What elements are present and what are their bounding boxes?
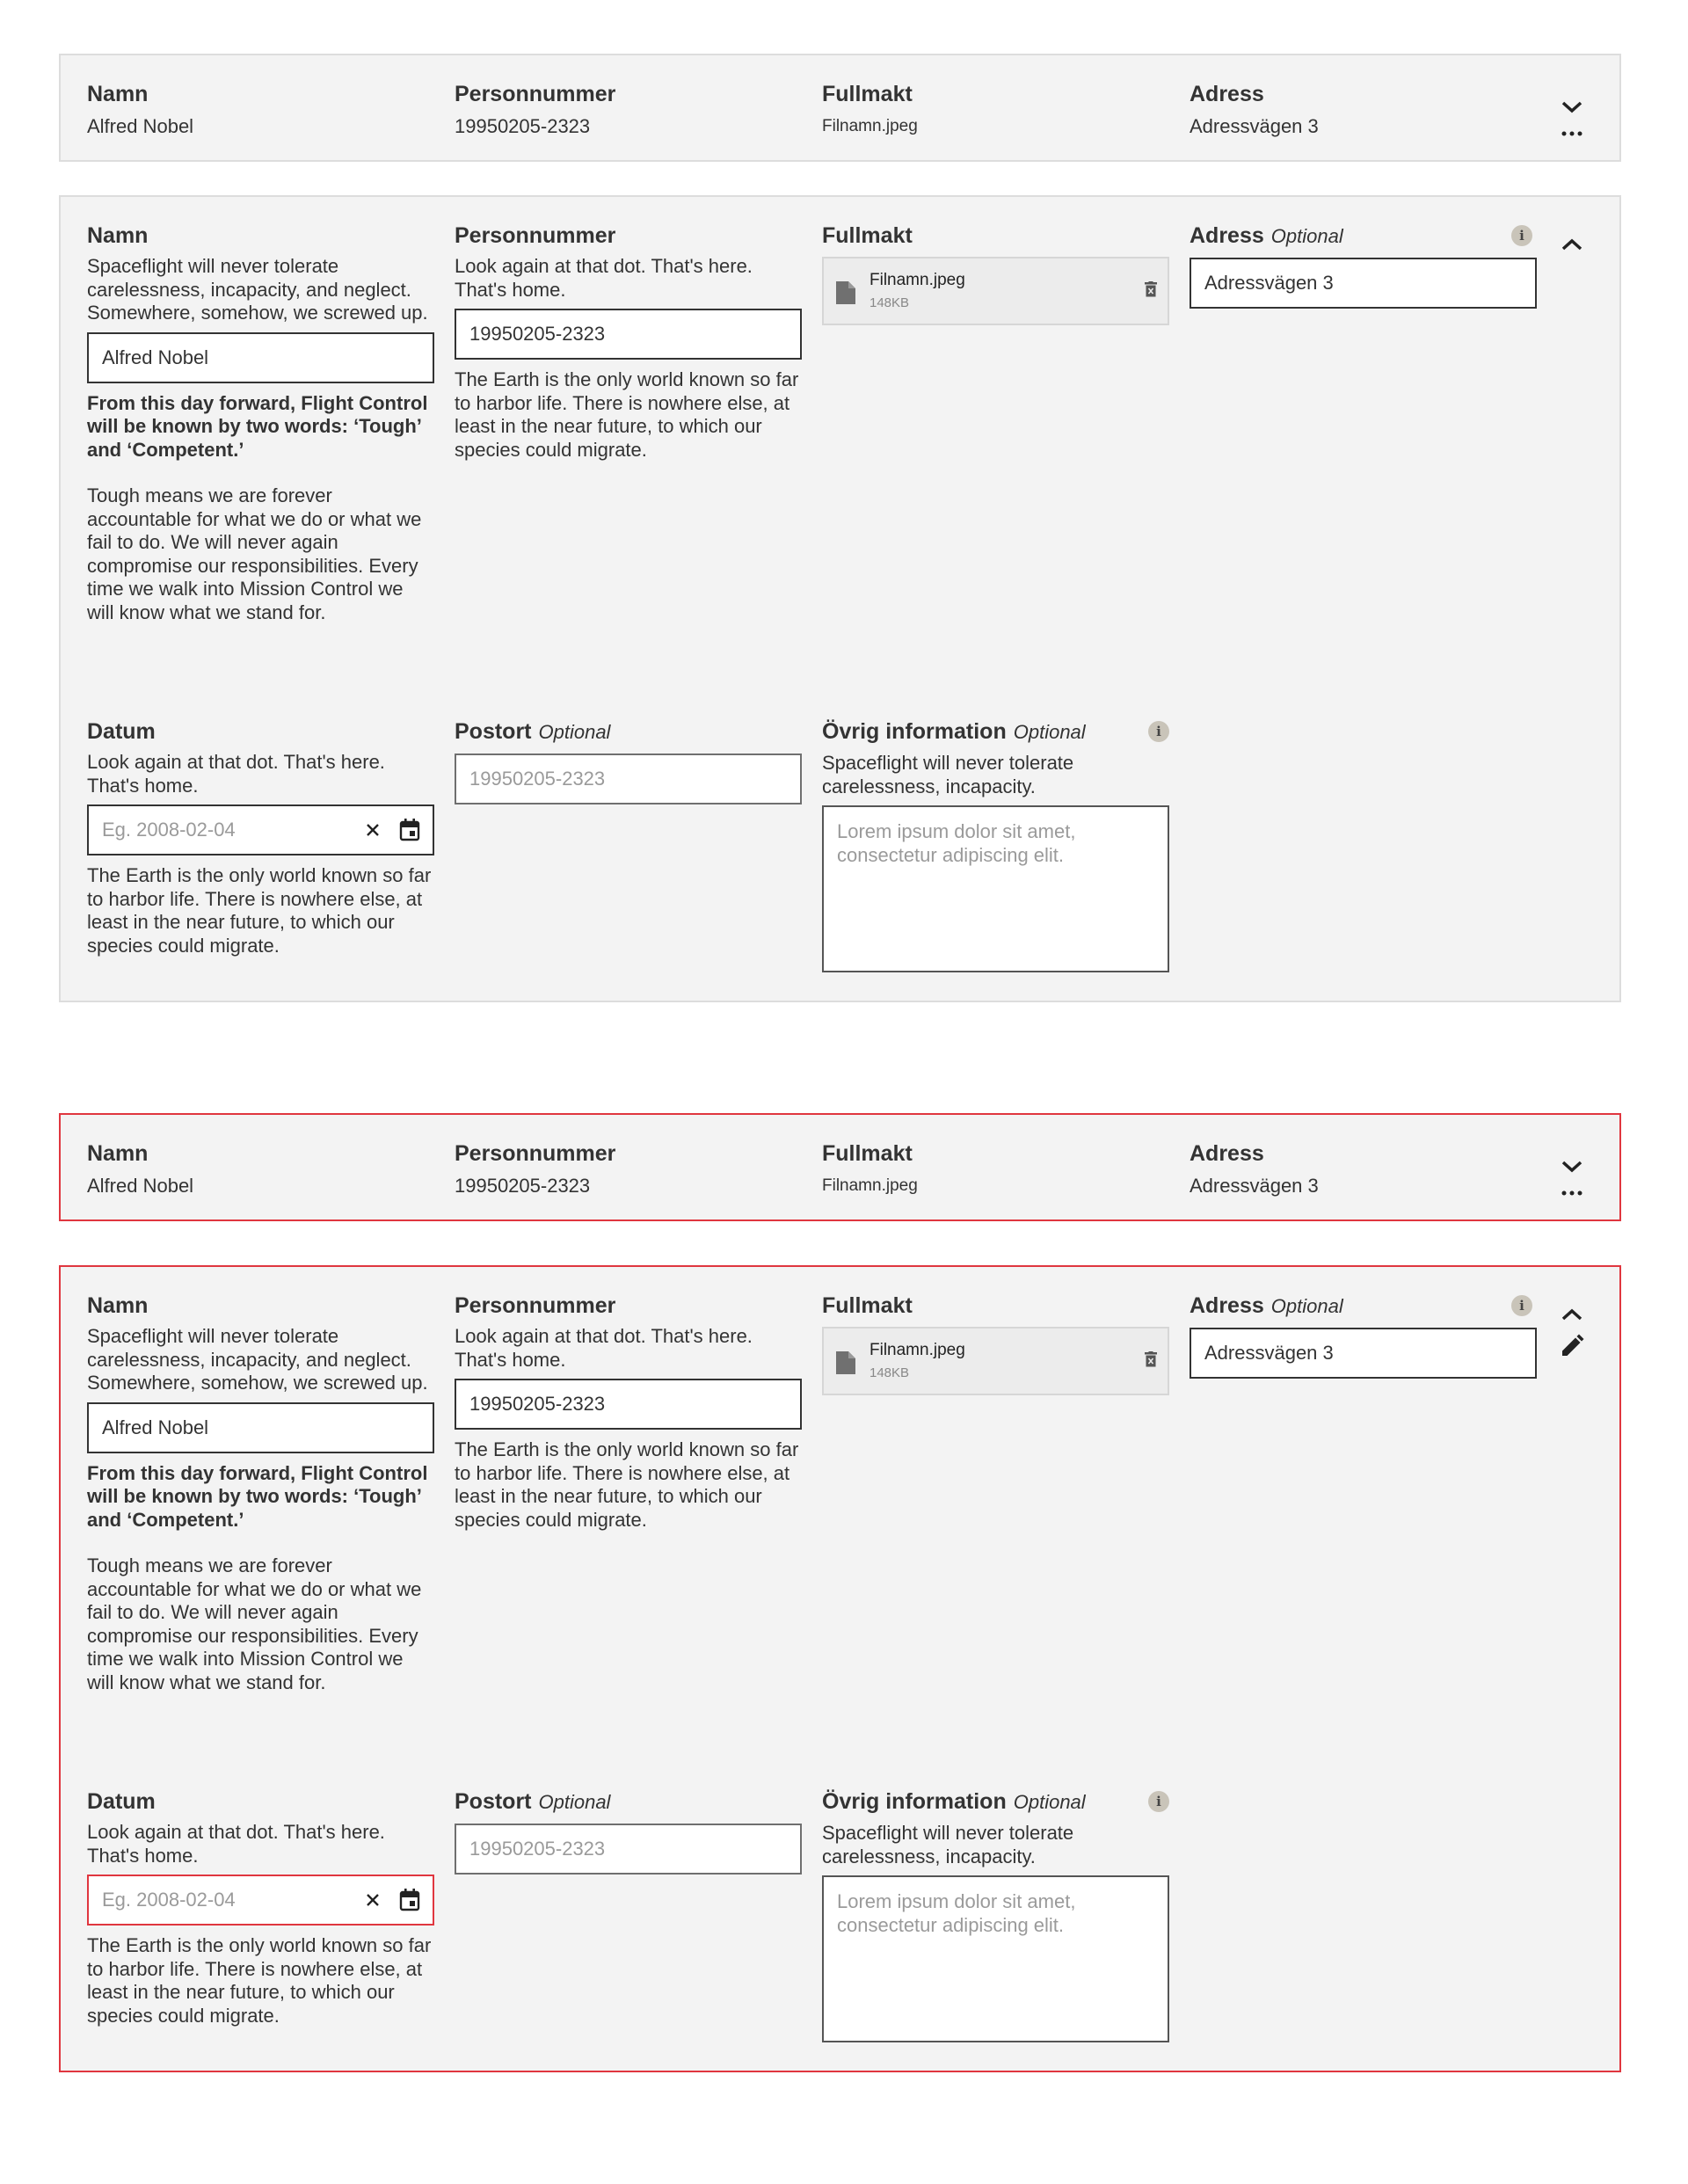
info-icon[interactable]: i [1148,721,1169,742]
expand-button[interactable] [1558,1154,1586,1179]
info-icon[interactable]: i [1511,225,1532,246]
namn-label: Namn [87,1141,149,1166]
ovrig-information-field-group [822,1787,1169,2042]
file-icon [836,1351,855,1374]
adress-label: Adress Optional [1190,223,1343,248]
namn-bold-text: From this day forward, Flight Control will be known by two words: ‘Tough’ and ‘Competent.’ [87,391,428,461]
adress-label: Adress [1190,82,1264,106]
optional-tag: Optional [538,1791,611,1813]
edit-card-error [59,1265,1621,2072]
file-size: 148KB [869,1365,910,1380]
file-name[interactable]: Filnamn.jpeg [869,1341,965,1359]
ovrig-information-textarea[interactable]: Lorem ipsum dolor sit amet, consectetur adipiscing elit. [822,805,1169,972]
datum-label: Datum [87,719,156,744]
ovrig-information-help-text: Spaceflight will never tolerate carelessness, incapacity. [822,752,1074,797]
optional-tag: Optional [1013,1791,1086,1813]
namn-bold-text: From this day forward, Flight Control will be known by two words: ‘Tough’ and ‘Competent.’ [87,1461,428,1531]
file-item [822,1327,1169,1395]
calendar-icon[interactable] [399,1889,420,1911]
personnummer-label: Personnummer [455,82,616,106]
adress-label: Adress Optional [1190,1293,1343,1318]
adress-input[interactable]: Adressvägen 3 [1190,1328,1537,1379]
file-size: 148KB [869,295,910,310]
fullmakt-label: Fullmakt [822,223,913,248]
adress-column [1190,80,1537,140]
datum-input[interactable]: Eg. 2008-02-04 [87,1875,434,1926]
namn-column [87,1139,434,1199]
adress-value: Adressvägen 3 [1190,115,1319,137]
namn-input[interactable]: Alfred Nobel [87,332,434,383]
chevron-up-icon [1561,1307,1583,1321]
datum-field-group [87,1787,434,2027]
edit-card [59,195,1621,1002]
namn-field-group [87,222,434,624]
postort-label: Postort Optional [455,719,611,744]
info-icon[interactable]: i [1511,1295,1532,1316]
trash-icon[interactable] [1145,281,1157,297]
adress-field-group [1190,222,1537,309]
namn-label: Namn [87,1293,149,1318]
clear-date-button[interactable] [362,1889,383,1911]
summary-card [59,54,1621,162]
namn-field-group [87,1292,434,1694]
ovrig-information-help-text: Spaceflight will never tolerate carelessness, incapacity. [822,1822,1074,1867]
postort-input[interactable]: 19950205-2323 [455,753,802,804]
date-field [87,1875,434,1926]
ovrig-information-field-group [822,717,1169,972]
datum-label: Datum [87,1789,156,1814]
personnummer-input[interactable]: 19950205-2323 [455,309,802,360]
more-button[interactable] [1558,121,1586,146]
datum-after-text: The Earth is the only world known so far to harbor life. There is nowhere else, at least in the near future, to which our species could migrate. [87,1934,432,2027]
adress-input[interactable]: Adressvägen 3 [1190,258,1537,309]
info-icon[interactable]: i [1148,1791,1169,1812]
ovrig-information-label: Övrig information Optional [822,719,1086,744]
fullmakt-column [822,1139,1169,1199]
date-field [87,804,434,855]
adress-field-group [1190,1292,1537,1379]
optional-tag: Optional [1270,1295,1343,1317]
namn-column [87,80,434,140]
personnummer-label: Personnummer [455,1293,616,1318]
ovrig-information-label: Övrig information Optional [822,1789,1086,1814]
namn-help-text: Spaceflight will never tolerate carelessness, incapacity, and neglect. Somewhere, somehow, we screwed up. [87,255,428,324]
fullmakt-label: Fullmakt [822,82,913,106]
postort-field-group [455,1787,802,1875]
personnummer-label: Personnummer [455,1141,616,1166]
personnummer-field-group [455,222,802,462]
optional-tag: Optional [538,721,611,743]
pencil-icon [1560,1334,1584,1358]
close-icon [366,1893,380,1907]
namn-label: Namn [87,223,149,248]
file-item [822,257,1169,325]
datum-help-text: Look again at that dot. That's here. That's home. [87,751,385,797]
adress-label: Adress [1190,1141,1264,1166]
trash-icon[interactable] [1145,1351,1157,1367]
personnummer-field-group [455,1292,802,1532]
file-name[interactable]: Filnamn.jpeg [869,271,965,289]
chevron-down-icon [1561,100,1583,114]
datum-after-text: The Earth is the only world known so far to harbor life. There is nowhere else, at least in the near future, to which our species could migrate. [87,864,432,957]
clear-date-button[interactable] [362,819,383,841]
ovrig-information-textarea[interactable]: Lorem ipsum dolor sit amet, consectetur adipiscing elit. [822,1875,1169,2042]
expand-button[interactable] [1558,95,1586,120]
optional-tag: Optional [1270,225,1343,247]
personnummer-value: 19950205-2323 [455,115,591,137]
chevron-up-icon [1561,237,1583,251]
personnummer-help-text: Look again at that dot. That's here. That's home. [455,1325,753,1371]
fullmakt-value[interactable]: Filnamn.jpeg [822,1176,918,1195]
personnummer-input[interactable]: 19950205-2323 [455,1379,802,1430]
edit-button[interactable] [1558,1334,1586,1358]
personnummer-column [455,1139,802,1199]
postort-label: Postort Optional [455,1789,611,1814]
namn-body-text: Tough means we are forever accountable for what we do or what we fail to do. We will never again compromise our responsibilities. Every time we walk into Mission Control we will know what we stand for. [87,1554,422,1693]
namn-value: Alfred Nobel [87,1175,194,1197]
datum-input[interactable]: Eg. 2008-02-04 [87,804,434,855]
more-horizontal-icon [1561,131,1582,136]
personnummer-column [455,80,802,140]
namn-body-text: Tough means we are forever accountable for what we do or what we fail to do. We will never again compromise our responsibilities. Every time we walk into Mission Control we will know what we stand for. [87,484,422,623]
more-horizontal-icon [1561,1190,1582,1196]
adress-value: Adressvägen 3 [1190,1175,1319,1197]
fullmakt-field-group [822,222,1169,325]
collapse-button[interactable] [1558,232,1586,257]
fullmakt-field-group [822,1292,1169,1395]
personnummer-value: 19950205-2323 [455,1175,591,1197]
fullmakt-label: Fullmakt [822,1141,913,1166]
fullmakt-column [822,80,1169,140]
collapse-button[interactable] [1558,1302,1586,1327]
personnummer-help-text: Look again at that dot. That's here. That's home. [455,255,753,301]
datum-field-group [87,717,434,957]
close-icon [366,823,380,837]
summary-card-error [59,1113,1621,1221]
postort-field-group [455,717,802,804]
calendar-icon[interactable] [399,819,420,841]
file-icon [836,281,855,304]
chevron-down-icon [1561,1160,1583,1174]
adress-column [1190,1139,1537,1199]
datum-help-text: Look again at that dot. That's here. That's home. [87,1821,385,1867]
namn-label: Namn [87,82,149,106]
optional-tag: Optional [1013,721,1086,743]
namn-help-text: Spaceflight will never tolerate carelessness, incapacity, and neglect. Somewhere, somehow, we screwed up. [87,1325,428,1394]
personnummer-after-text: The Earth is the only world known so far to harbor life. There is nowhere else, at least in the near future, to which our species could migrate. [455,1438,799,1531]
namn-value: Alfred Nobel [87,115,194,137]
more-button[interactable] [1558,1181,1586,1205]
postort-input[interactable]: 19950205-2323 [455,1824,802,1875]
fullmakt-value[interactable]: Filnamn.jpeg [822,117,918,135]
namn-input[interactable]: Alfred Nobel [87,1402,434,1453]
personnummer-after-text: The Earth is the only world known so far to harbor life. There is nowhere else, at least in the near future, to which our species could migrate. [455,368,799,461]
fullmakt-label: Fullmakt [822,1293,913,1318]
personnummer-label: Personnummer [455,223,616,248]
